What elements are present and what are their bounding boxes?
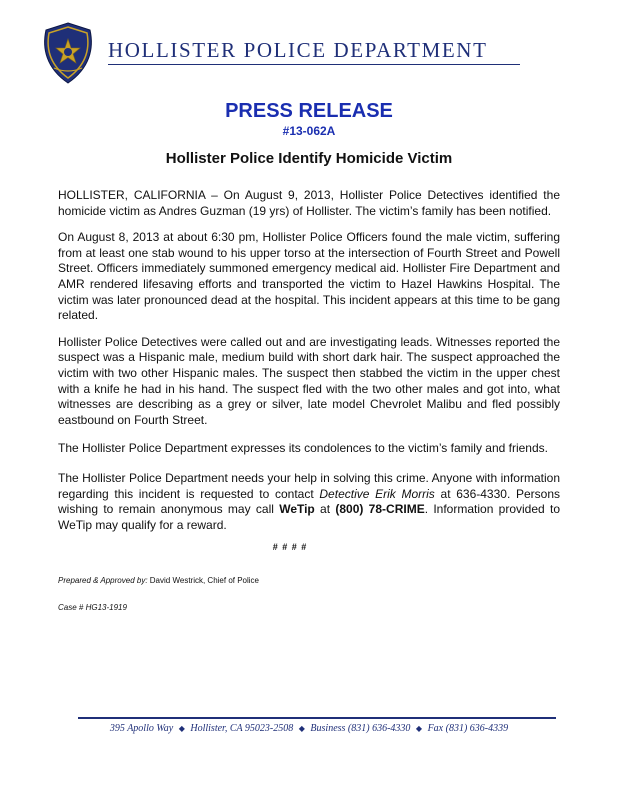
wetip-number: (800) 78-CRIME <box>335 502 425 517</box>
appeal-text-2: at 636-4330. Persons wishing to remain anonymous may call <box>58 486 560 517</box>
footer-address: 395 Apollo Way <box>109 723 174 734</box>
footer-fax: Fax (831) 636-4339 <box>427 723 509 734</box>
appeal-text-4: . Information provided to WeTip may qualify for a reward. <box>58 502 560 532</box>
appeal-text-1: The Hollister Police Department needs your help in solving this crime. Anyone with information regarding this incident is requested to contact <box>58 470 560 501</box>
badge-icon <box>40 22 96 84</box>
paragraph-condolences: The Hollister Police Department expresses its condolences to the victim’s family and friends. <box>58 441 548 456</box>
footer-divider <box>78 717 556 719</box>
paragraph-investigation: Hollister Police Detectives were called out and are investigating leads. Witnesses reported the suspect was a Hispanic male, medium build with short dark hair. The suspect approached the victim with two other Hispanic males. The suspect then stabbed the victim in the upper chest with a knife he had in his hand. The suspect fled with the two other males and got into, what witnesses are describing as a grey or silver, late model Chevrolet Malibu and fled possibly eastbound on Fourth Street. <box>58 334 560 427</box>
detective-contact: Detective Erik Morris <box>319 486 435 501</box>
appeal-text-3: at <box>314 502 336 517</box>
header-divider <box>108 64 520 65</box>
department-name: HOLLISTER POLICE DEPARTMENT <box>108 38 488 62</box>
wetip-name: WeTip <box>279 502 315 517</box>
release-body <box>58 188 560 533</box>
approval-line <box>58 576 259 585</box>
diamond-separator-icon: ◆ <box>298 724 305 733</box>
approval-label: Prepared & Approved by: <box>58 576 148 585</box>
headline: Hollister Police Identify Homicide Victim <box>165 150 453 167</box>
paragraph-intro: HOLLISTER, CALIFORNIA – On August 9, 2013, Hollister Police Detectives identified the homicide victim as Andres Guzman (19 yrs) of Hollister. The victim’s family has been notified. <box>58 188 560 218</box>
diamond-separator-icon: ◆ <box>415 724 423 733</box>
police-badge-logo <box>40 22 96 84</box>
approval-name: David Westrick, Chief of Police <box>149 576 260 585</box>
footer-contact <box>0 723 618 734</box>
diamond-separator-icon: ◆ <box>178 724 185 733</box>
footer-business-phone: Business (831) 636-4330 <box>310 723 411 734</box>
paragraph-appeal <box>58 471 560 533</box>
paragraph-incident: On August 8, 2013 at about 6:30 pm, Hollister Police Officers found the male victim, suffering from at least one stab wound to his upper torso at the intersection of Fourth Street and Powell Street. Officers immediately summoned emergency medical aid. Hollister Fire Department and AMR rendered lifesaving efforts and transported the victim to Hazel Hawkins Hospital. The victim was later pronounced dead at the hospital. This incident appears at this time to be gang related. <box>58 230 560 323</box>
case-number: Case # HG13-1919 <box>58 603 127 612</box>
footer-city: Hollister, CA 95023-2508 <box>190 723 294 734</box>
press-release-number: #13-062A <box>282 124 336 138</box>
press-release-title: PRESS RELEASE <box>225 100 393 122</box>
end-mark: # # # # <box>272 542 308 552</box>
